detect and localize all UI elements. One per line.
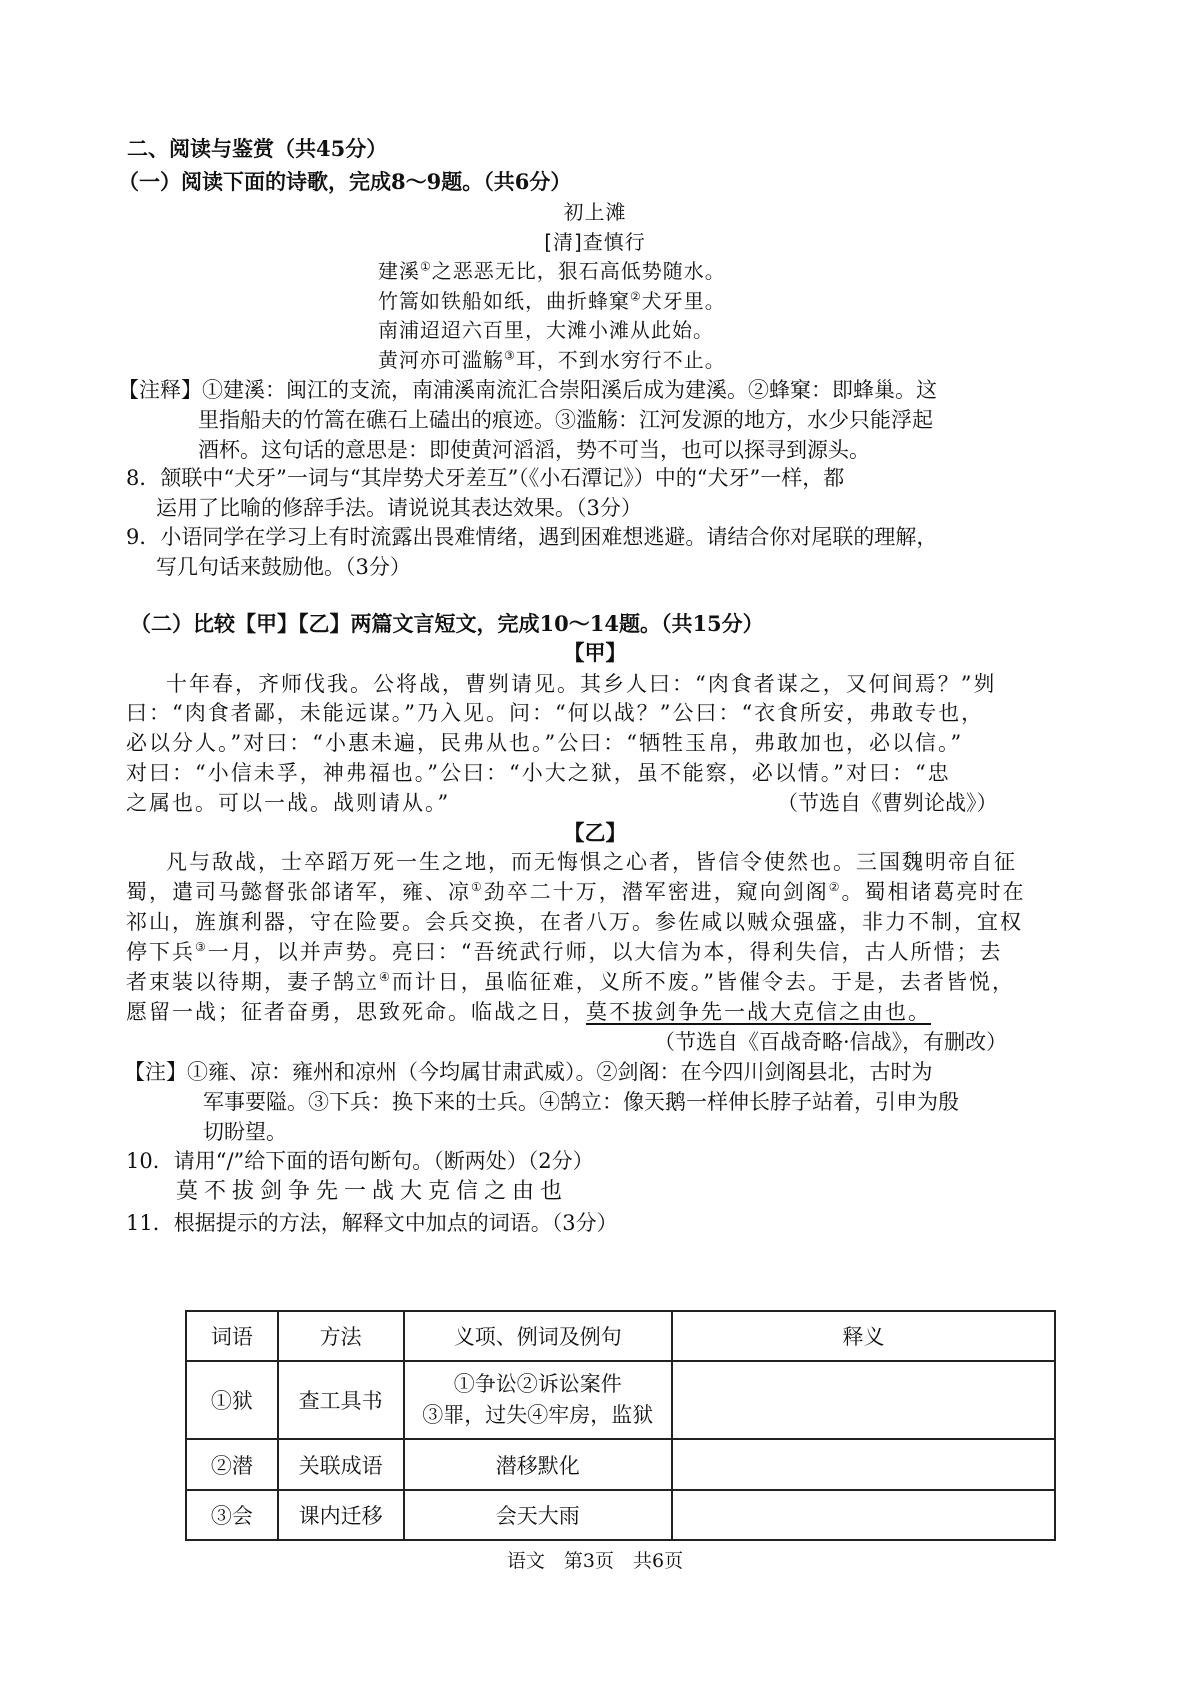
poem-line-2: 竹篙如铁船如纸，曲折蜂窠②犬牙里。 (378, 289, 726, 313)
table-row (186, 1361, 1055, 1439)
question-10: 10．请用“/”给下面的语句断句。（断两处）（2分） (126, 1149, 594, 1173)
poem-author: [清]查慎行 (544, 230, 646, 254)
table-cell-examples: 会天大雨 (404, 1490, 672, 1540)
jia-line-5: 之属也。可以一战。战则请从。” (126, 791, 451, 815)
question-9-line-2: 写几句话来鼓励他。（3分） (156, 555, 411, 579)
table-header-cell: 释义 (672, 1311, 1055, 1361)
table-cell-method: 查工具书 (278, 1361, 404, 1439)
table-header-row (186, 1311, 1055, 1361)
question-10-sentence: 莫不拔剑争先一战大克信之由也 (176, 1179, 569, 1204)
poem-note-2: 里指船夫的竹篙在礁石上磕出的痕迹。③滥觞：江河发源的地方，水少只能浮起 (198, 408, 933, 432)
poem-line-1: 建溪①之恶恶无比，狠石高低势随水。 (378, 259, 726, 283)
table-cell-method: 关联成语 (278, 1439, 404, 1490)
table-cell-examples: ①争讼②诉讼案件 ③罪，过失④牢房，监狱 (404, 1361, 672, 1439)
table-cell-word: ①狱 (186, 1361, 278, 1439)
question-9-line-1: 9．小语同学在学习上有时流露出畏难情绪，遇到困难想逃避。请结合你对尾联的理解， (126, 525, 938, 549)
jia-source: （节选自《曹刿论战》） (777, 791, 998, 815)
vocab-table (185, 1310, 1056, 1541)
jia-line-3: 必以分人。”对曰：“小惠未遍，民弗从也。”公曰：“牺牲玉帛，弗敢加也，必以信。” (126, 731, 964, 755)
underlined-sentence: 莫不拔剑争先一战大克信之由也。 (586, 1000, 931, 1024)
table-row (186, 1439, 1055, 1490)
poem-note-3: 酒杯。这句话的意思是：即使黄河滔滔，势不可当，也可以探寻到源头。 (198, 438, 870, 462)
page-footer: 语文 第3页 共6页 (506, 1550, 684, 1572)
jia-line-1: 十年春，齐师伐我。公将战，曹刿请见。其乡人曰：“肉食者谋之，又何间焉？”刿 (166, 672, 997, 696)
jia-label: 【甲】 (563, 640, 627, 665)
note-mark-4: ④ (379, 970, 392, 984)
table-cell-meaning-answer[interactable] (672, 1490, 1055, 1540)
table-header-cell: 词语 (186, 1311, 278, 1361)
yi-line-3: 祁山，旌旗利器，守在险要。会兵交换，在者八万。参佐咸以贼众强盛，非力不制，宜权 (126, 910, 1023, 934)
yi-note-1: 【注】①雍、凉：雍州和凉州（今均属甘肃武威）。②剑阁：在今四川剑阁县北，古时为 (124, 1060, 933, 1084)
section-title: 二、阅读与鉴赏（共45分） (127, 136, 388, 161)
poem-line-3: 南浦迢迢六百里，大滩小滩从此始。 (378, 318, 714, 342)
table-cell-word: ②潜 (186, 1439, 278, 1490)
yi-note-2: 军事要隘。③下兵：换下来的士兵。④鹄立：像天鹅一样伸长脖子站着，引申为殷 (203, 1090, 959, 1114)
poem-line-4: 黄河亦可滥觞③耳，不到水穷行不止。 (378, 348, 726, 372)
part2-heading: （二）比较【甲】【乙】两篇文言短文，完成10～14题。（共15分） (130, 611, 764, 636)
poem-title: 初上滩 (563, 200, 627, 224)
table-cell-examples: 潜移默化 (404, 1439, 672, 1490)
question-11: 11．根据提示的方法，解释文中加点的词语。（3分） (126, 1211, 618, 1235)
yi-line-1: 凡与敌战，士卒蹈万死一生之地，而无悔惧之心者，皆信令使然也。三国魏明帝自征 (166, 850, 1017, 874)
jia-line-4: 对曰：“小信未孚，神弗福也。”公曰：“小大之狱，虽不能察，必以情。”对曰：“忠 (126, 761, 951, 785)
question-8-line-1: 8．颔联中“犬牙”一词与“其岸势犬牙差互”（《小石潭记》）中的“犬牙”一样，都 (126, 466, 845, 490)
yi-line-5: 者束装以待期，妻子鹄立④而计日，虽临征难，义所不废。”皆催令去。于是，去者皆悦， (126, 970, 1015, 994)
question-8-line-2: 运用了比喻的修辞手法。请说说其表达效果。（3分） (156, 496, 642, 520)
table-cell-meaning-answer[interactable] (672, 1439, 1055, 1490)
table-header-cell: 义项、例词及例句 (404, 1311, 672, 1361)
part1-heading: （一）阅读下面的诗歌，完成8～9题。（共6分） (118, 169, 572, 194)
poem-note-1: 【注释】①建溪：闽江的支流，南浦溪南流汇合崇阳溪后成为建溪。②蜂窠：即蜂巢。这 (118, 378, 937, 402)
table-cell-method: 课内迁移 (278, 1490, 404, 1540)
yi-label: 【乙】 (563, 820, 627, 845)
yi-line-4: 停下兵③一月，以并声势。亮曰：“吾统武行师，以大信为本，得利失信，古人所惜；去 (126, 940, 1003, 964)
jia-line-2: 曰：“肉食者鄙，未能远谋。”乃入见。问：“何以战？”公曰：“衣食所安，弗敢专也， (126, 701, 985, 725)
yi-line-6: 愿留一战；征者奋勇，思致死命。临战之日，莫不拔剑争先一战大克信之由也。 (126, 1000, 931, 1024)
yi-note-3: 切盼望。 (203, 1120, 287, 1144)
yi-source: （节选自《百战奇略·信战》，有删改） (654, 1030, 1008, 1054)
table-cell-word: ③会 (186, 1490, 278, 1540)
table-cell-meaning-answer[interactable] (672, 1361, 1055, 1439)
yi-line-2: 蜀，遣司马懿督张郃诸军，雍、凉①劲卒二十万，潜军密进，窥向剑阁②。蜀相诸葛亮时在 (126, 880, 1026, 904)
table-row (186, 1490, 1055, 1540)
table-header-cell: 方法 (278, 1311, 404, 1361)
